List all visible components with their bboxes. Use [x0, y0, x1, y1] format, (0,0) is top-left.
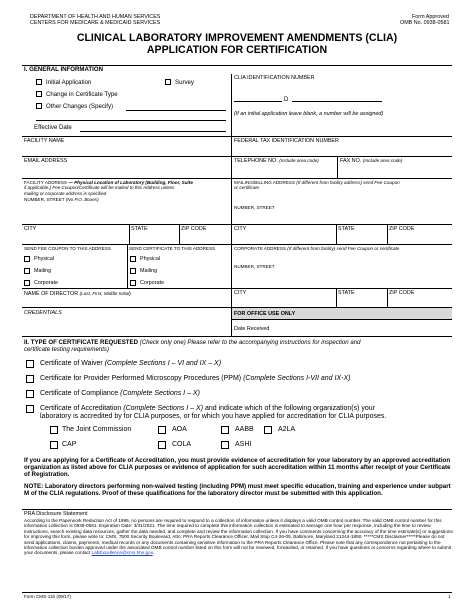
change-certificate-type-checkbox[interactable] [36, 91, 42, 97]
number-street-text: NUMBER, STREET [24, 197, 65, 202]
other-changes-checkbox[interactable] [36, 103, 42, 109]
certificate-waiver-checkbox[interactable] [26, 360, 34, 368]
director-label-text: NAME OF DIRECTOR [24, 291, 79, 297]
mailing-address-title: MAILING/BILLING ADDRESS [234, 180, 296, 185]
accreditation-evidence-note: If you are applying for a Certificate of Accreditation, you must provide evidence of accreditation for your laboratory by an approved accreditation organization as listed above for CLIA purposes or evidence of application for such accreditation within 11 months after receipt of your Certificate of Registration. [24, 457, 451, 479]
mailing-number-street-label: NUMBER, STREET [234, 205, 275, 210]
corporate-number-street-label: NUMBER, STREET [234, 264, 275, 269]
pra-statement [24, 518, 454, 556]
pra-email-link[interactable]: LabExcellence@cms.hhs.gov [91, 550, 153, 556]
telephone-note: (Include area code) [279, 158, 319, 163]
survey-label: Survey [175, 79, 194, 86]
facility-address-note1: — Physical Location of Laboratory (Building, Floor, Suite [67, 180, 193, 185]
certificate-ppm-checkbox[interactable] [26, 375, 34, 383]
certificate-compliance-text: Certificate of Compliance [40, 390, 121, 397]
org-cola-label: COLA [172, 441, 192, 448]
corporate-zip-label: ZIP CODE [389, 290, 415, 296]
org-cola-checkbox[interactable] [158, 441, 166, 449]
form-approved-label: Form Approved [412, 14, 449, 20]
other-changes-field[interactable] [126, 110, 226, 111]
cert-mailing-checkbox[interactable] [130, 268, 136, 274]
corporate-city-label: CITY [234, 290, 247, 296]
section2-heading-note: (Check only one) Please refer to the accompanying instructions for inspection and [137, 339, 361, 346]
certificate-ppm-label [40, 375, 350, 383]
footer-rule [22, 592, 452, 593]
change-certificate-type-label: Change in Certificate Type [46, 91, 118, 98]
form-title: CLINICAL LABORATORY IMPROVEMENT AMENDMENTS (CLIA) [76, 32, 398, 44]
effective-date-label: Effective Date [34, 124, 72, 131]
divider [129, 224, 130, 244]
divider [127, 244, 128, 288]
initial-application-label: Initial Application [46, 79, 92, 86]
certificate-accreditation-line2: laboratory is accredited by for CLIA purposes, or for which you have applied for accreditation for CLIA purposes. [40, 413, 387, 420]
city-label: CITY [24, 226, 37, 232]
fee-corporate-checkbox[interactable] [24, 280, 30, 286]
org-ashi-checkbox[interactable] [221, 441, 229, 449]
certificate-waiver-label [40, 360, 221, 368]
telephone-label [234, 158, 319, 164]
cert-corporate-label: Corporate [140, 280, 164, 286]
certificate-ppm-text: Certificate for Provider Performed Microscopy Procedures (PPM) [40, 375, 244, 382]
certificate-waiver-text: Certificate of Waiver [40, 360, 105, 367]
mailing-state-label: STATE [338, 226, 355, 232]
fax-note: (Include area code) [362, 158, 403, 163]
agency-name: CENTERS FOR MEDICARE & MEDICAID SERVICES [30, 20, 161, 26]
certificate-compliance-checkbox[interactable] [26, 390, 34, 398]
other-changes-field-2[interactable] [36, 120, 226, 121]
row-rule [22, 136, 452, 137]
row-rule [231, 288, 452, 289]
section1-heading: I. GENERAL INFORMATION [24, 66, 103, 73]
section2-heading-text: II. TYPE OF CERTIFICATE REQUESTED [24, 339, 138, 346]
org-aabb-checkbox[interactable] [221, 426, 229, 434]
telephone-label-text: TELEPHONE NO. [234, 158, 278, 164]
corporate-state-label: STATE [338, 290, 355, 296]
number-street-label [24, 197, 99, 202]
section2-heading-note2: certificate testing requirements) [24, 346, 110, 354]
no-po-note: (No P.O. Boxes) [65, 197, 99, 202]
facility-name-label: FACILITY NAME [24, 138, 65, 144]
divider [231, 156, 232, 178]
clia-id-d: D [284, 96, 289, 103]
org-ashi-label: ASHI [235, 441, 252, 448]
org-a2la-label: A2LA [278, 426, 296, 433]
mailing-note1: (If different from facility address) send Fee Coupon [295, 180, 400, 185]
row-rule [22, 288, 231, 289]
divider [231, 224, 232, 244]
divider [231, 136, 232, 156]
corporate-address-title: CORPORATE ADDRESS [234, 246, 286, 251]
certificate-ppm-note: (Complete Sections I-VII and IX-X) [243, 375, 351, 382]
clia-id-label: CLIA IDENTIFICATION NUMBER [234, 75, 315, 81]
divider [336, 288, 337, 307]
effective-date-field[interactable] [80, 131, 226, 132]
director-qualifications-note [24, 483, 452, 497]
divider [387, 224, 388, 244]
section1-bottom-rule [22, 336, 452, 337]
cert-physical-label: Physical [140, 256, 161, 262]
mailing-address-label [234, 180, 444, 191]
state-label: STATE [131, 226, 148, 232]
org-joint-commission-checkbox[interactable] [50, 426, 58, 434]
cert-physical-checkbox[interactable] [130, 256, 136, 262]
mailing-note2: or certificate [234, 185, 260, 191]
facility-address-note2: if applicable.) Fee Coupon/Certificate will be mailed to this Address unless [24, 185, 175, 191]
divider [179, 224, 180, 244]
certificate-accreditation-note: (Complete Sections I – X) [123, 405, 204, 412]
certificate-accreditation-label [40, 405, 454, 421]
office-use-label: FOR OFFICE USE ONLY [234, 311, 296, 317]
corporate-address-label [234, 246, 450, 251]
other-changes-label: Other Changes (Specify) [46, 103, 114, 110]
fee-mailing-checkbox[interactable] [24, 268, 30, 274]
pra-heading: PRA Disclosure Statement [24, 511, 88, 517]
certificate-waiver-note: (Complete Sections I – VI and IX – X) [104, 360, 222, 367]
fee-physical-label: Physical [34, 256, 55, 262]
fee-mailing-label: Mailing [34, 268, 52, 274]
divider [337, 156, 338, 178]
date-received-label: Date Received [234, 326, 270, 332]
pra-body: According to the Paperwork Reduction Act of 1995, no persons are required to respond to a collection of information unless it displays a valid OMB control number. The valid OMB control number for this information collection is 0938-0581. Expiration Date: 3/31/2021. The time required to complete this information collection is estimated to average one hour per response, including the time to review instructions, search existing data resources, gather the data needed, and complete and review the information collection. If you have comments concerning the accuracy of the time estimate(s) or suggestions for improving this form, please write to: CMS, 7500 Security Boulevard, Attn: PRA Reports Clearance Officer, Mail Stop C4-26-05, Baltimore, Maryland 21244-1850. *****CMS Disclaimer*****Please do not send applications, claims, payments, medical records or any documents containing sensitive information to the PRA Reports Clearance Office. Please note that any correspondence not pertaining to the information collection burden approved under the associated OMB control number listed on this form will not be reviewed, forwarded, or retained. If you have questions or concerns regarding where to submit your documents, please contact [24, 518, 453, 556]
org-a2la-checkbox[interactable] [264, 426, 272, 434]
fee-physical-checkbox[interactable] [24, 256, 30, 262]
org-cap-label: CAP [62, 441, 77, 448]
fax-label [340, 158, 402, 164]
survey-checkbox[interactable] [165, 79, 171, 85]
cert-corporate-checkbox[interactable] [130, 280, 136, 286]
certificate-accreditation-text: Certificate of Accreditation [40, 405, 124, 412]
pra-rule [22, 509, 452, 510]
director-label [24, 291, 131, 297]
org-cap-checkbox[interactable] [50, 441, 58, 449]
director-note: (Last, First, Middle Initial) [79, 291, 131, 296]
corporate-note: (If different from facility) send Fee Coupon or certificate [286, 246, 400, 251]
fed-tax-id-label: FEDERAL TAX IDENTIFICATION NUMBER [234, 138, 339, 144]
clia-id-field-b[interactable] [292, 101, 382, 102]
pra-end: . [152, 550, 155, 556]
department-name: DEPARTMENT OF HEALTH AND HUMAN SERVICES [30, 14, 161, 20]
clia-id-field-a[interactable] [234, 101, 282, 102]
divider [387, 288, 388, 307]
mailing-zip-label: ZIP CODE [389, 226, 415, 232]
send-fee-coupon-label: SEND FEE COUPON TO THIS ADDRESS [24, 246, 111, 251]
facility-address-note3: mailing or corporate address is specified [24, 190, 107, 196]
omb-number: OMB No. 0938-0581 [400, 20, 450, 26]
certificate-compliance-label [40, 390, 200, 398]
form-subtitle: APPLICATION FOR CERTIFICATION [146, 44, 328, 56]
divider [231, 178, 232, 224]
divider [231, 74, 232, 136]
certificate-accreditation-rest: and indicate which of the following organization(s) your [203, 405, 376, 412]
initial-application-checkbox[interactable] [36, 79, 42, 85]
form-number: Form CMS-116 (09/17) [24, 594, 71, 599]
cert-mailing-label: Mailing [140, 268, 158, 274]
note-text: Laboratory directors performing non-waived testing (including PPM) must meet specific education, training and experience under subpart M of the CLIA regulations. Proof of these qualifications for the laboratory director must be submitted with this application. [24, 483, 451, 498]
org-joint-commission-label: The Joint Commission [62, 426, 132, 433]
zip-label: ZIP CODE [181, 226, 207, 232]
row-rule [22, 244, 452, 245]
clia-id-note: (If an initial application leave blank, a number will be assigned) [234, 111, 384, 117]
divider [231, 244, 232, 288]
row-rule [22, 156, 452, 157]
fee-corporate-label: Corporate [34, 280, 58, 286]
org-aoa-checkbox[interactable] [158, 426, 166, 434]
org-aabb-label: AABB [235, 426, 254, 433]
certificate-accreditation-checkbox[interactable] [26, 405, 34, 413]
email-label: EMAIL ADDRESS [24, 158, 68, 164]
section2-heading [24, 339, 450, 353]
send-certificate-label: SEND CERTIFICATE TO THIS ADDRESS [129, 246, 216, 251]
note-label: NOTE: [24, 483, 45, 490]
facility-address-title: FACILITY ADDRESS [24, 180, 68, 185]
divider [336, 224, 337, 244]
facility-address-label [24, 180, 229, 196]
mailing-city-label: CITY [234, 226, 247, 232]
credentials-label: CREDENTIALS [24, 310, 62, 316]
org-aoa-label: AOA [172, 426, 187, 433]
row-rule [22, 178, 452, 179]
fax-label-text: FAX NO. [340, 158, 362, 164]
row-rule [231, 319, 452, 320]
page-number: 1 [448, 594, 451, 599]
certificate-compliance-note: (Complete Sections I – X) [120, 390, 200, 397]
